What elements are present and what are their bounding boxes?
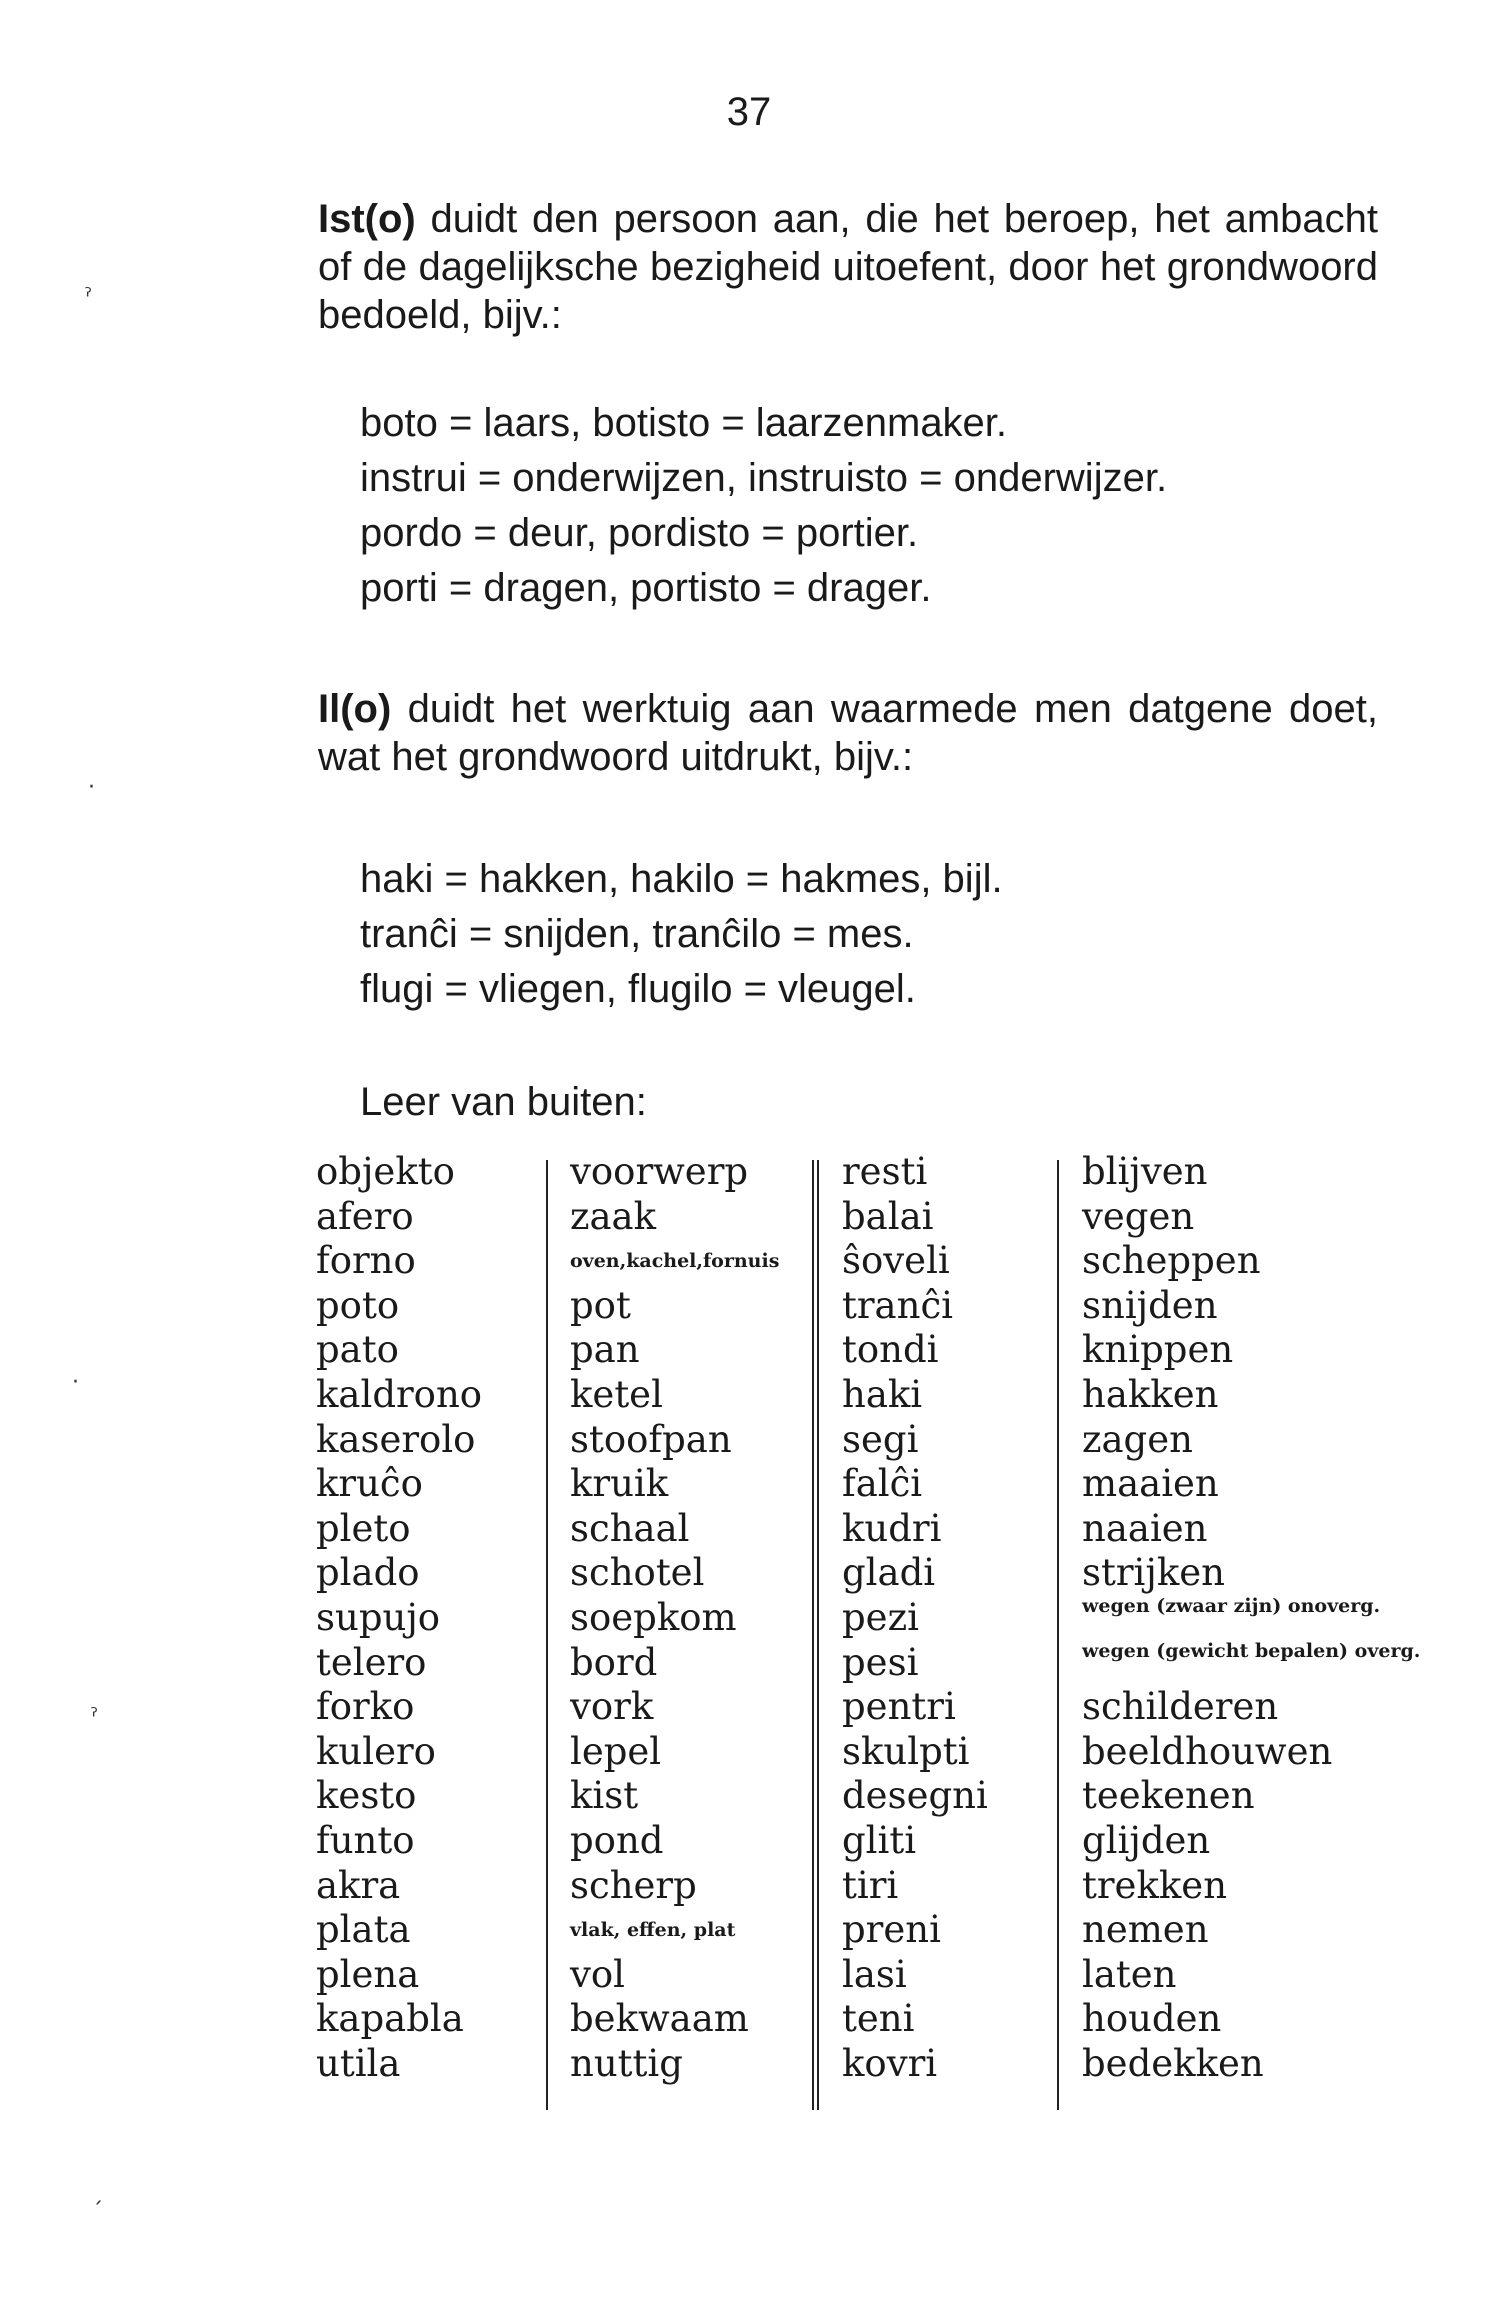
paragraph-ist-text: duidt den persoon aan, die het beroep, het ambacht of de dagelijksche bezigheid uitoefent, door het grondwoord bedoeld, bijv.:: [318, 197, 1378, 337]
vocab-word: kovri: [842, 2041, 938, 2085]
column-divider: [1057, 1160, 1059, 2110]
margin-mark: ˏ: [92, 2180, 103, 2205]
vocab-word: wegen (zwaar zijn) onoverg.: [1082, 1594, 1381, 1617]
vocab-word: segi: [842, 1417, 919, 1461]
vocab-word: forko: [316, 1685, 415, 1729]
vocab-word: plado: [316, 1551, 420, 1595]
suffix-ist: Ist(o): [318, 197, 416, 241]
vocab-word: pezi: [842, 1595, 919, 1639]
vocab-word: haki: [842, 1372, 923, 1416]
vocab-word: gladi: [842, 1551, 936, 1595]
margin-mark: ·: [72, 1370, 79, 1395]
vocab-word: akra: [316, 1863, 401, 1907]
example-line: tranĉi = snijden, tranĉilo = mes.: [360, 912, 914, 956]
vocab-column-dutch-2: [1082, 1150, 1420, 2086]
vocab-word: lepel: [570, 1729, 662, 1773]
vocab-column-dutch-1: [570, 1150, 779, 2086]
vocab-word: afero: [316, 1194, 414, 1238]
example-line: pordo = deur, pordisto = portier.: [360, 511, 919, 555]
vocab-word: pentri: [842, 1685, 956, 1729]
vocab-word: maaien: [1082, 1462, 1219, 1506]
vocab-word: pesi: [842, 1640, 919, 1684]
example-line: porti = dragen, portisto = drager.: [360, 566, 932, 610]
vocab-word: falĉi: [842, 1462, 923, 1506]
vocab-column-esperanto-2: [842, 1150, 988, 2086]
vocab-word: supujo: [316, 1595, 441, 1639]
vocab-word: tiri: [842, 1863, 899, 1907]
vocab-word: ketel: [570, 1372, 663, 1416]
vocab-word: preni: [842, 1908, 941, 1952]
vocab-word: plena: [316, 1952, 420, 1996]
vocab-word: balai: [842, 1194, 934, 1238]
vocab-word: pan: [570, 1328, 640, 1372]
paragraph-il-text: duidt het werktuig aan waarmede men datgene doet, wat het grondwoord uitdrukt, bijv.:: [318, 687, 1378, 779]
vocab-word: pleto: [316, 1506, 411, 1550]
vocab-word: nuttig: [570, 2041, 683, 2085]
vocab-word: glijden: [1082, 1818, 1211, 1862]
page-number: 37: [726, 90, 772, 134]
vocab-word: nemen: [1082, 1908, 1209, 1952]
vocab-column-esperanto-1: [316, 1150, 482, 2086]
column-divider: [546, 1160, 548, 2110]
vocab-word: pot: [570, 1283, 631, 1327]
vocab-word: teni: [842, 1997, 915, 2041]
vocab-word: utila: [316, 2041, 401, 2085]
vocab-word: telero: [316, 1640, 427, 1684]
vocab-word: stoofpan: [570, 1417, 732, 1461]
vocab-word: tranĉi: [842, 1283, 953, 1327]
vocab-word: kesto: [316, 1774, 417, 1818]
vocab-word: vlak, effen, plat: [570, 1919, 736, 1942]
vocab-word: plata: [316, 1908, 411, 1952]
vocab-word: soepkom: [570, 1595, 737, 1639]
vocab-word: beeldhouwen: [1082, 1729, 1333, 1773]
vocab-word: kulero: [316, 1729, 436, 1773]
vocab-word: kruĉo: [316, 1462, 423, 1506]
vocab-word: kudri: [842, 1506, 942, 1550]
vocab-word: knippen: [1082, 1328, 1234, 1372]
example-line: haki = hakken, hakilo = hakmes, bijl.: [360, 857, 1003, 901]
vocab-word: blijven: [1082, 1150, 1208, 1193]
vocab-word: pato: [316, 1328, 399, 1372]
vocab-word: zagen: [1082, 1417, 1193, 1461]
examples-il: [360, 852, 1400, 1017]
vocab-word: houden: [1082, 1997, 1222, 2041]
suffix-il: Il(o): [318, 687, 392, 731]
vocab-word: resti: [842, 1150, 928, 1193]
vocab-word: skulpti: [842, 1729, 970, 1773]
vocab-word: scheppen: [1082, 1239, 1261, 1283]
vocab-word: vegen: [1082, 1194, 1195, 1238]
vocab-word: kaserolo: [316, 1417, 476, 1461]
examples-ist: [360, 396, 1400, 616]
margin-mark: ˀ: [84, 285, 93, 310]
vocab-word: naaien: [1082, 1506, 1208, 1550]
vocab-heading: Leer van buiten:: [360, 1080, 647, 1124]
example-line: flugi = vliegen, flugilo = vleugel.: [360, 967, 916, 1011]
vocab-word: forno: [316, 1239, 416, 1283]
vocab-word: vol: [570, 1952, 626, 1996]
vocab-word: schotel: [570, 1551, 705, 1595]
margin-mark: ·: [88, 775, 95, 800]
vocab-word: tondi: [842, 1328, 939, 1372]
vocab-word: ŝoveli: [842, 1239, 950, 1283]
paragraph-ist: [318, 195, 1378, 339]
vocab-word: strijken: [1082, 1551, 1225, 1595]
vocab-word: bekwaam: [570, 1997, 749, 2041]
vocab-word: scherp: [570, 1863, 697, 1907]
vocab-word: teekenen: [1082, 1774, 1255, 1818]
example-line: instrui = onderwijzen, instruisto = onderwijzer.: [360, 456, 1168, 500]
column-divider: [817, 1160, 819, 2110]
example-line: boto = laars, botisto = laarzenmaker.: [360, 401, 1008, 445]
vocab-word: schilderen: [1082, 1685, 1279, 1729]
vocab-word: lasi: [842, 1952, 907, 1996]
vocab-word: kruik: [570, 1462, 669, 1506]
vocab-word: objekto: [316, 1150, 455, 1193]
vocab-word: kaldrono: [316, 1372, 483, 1416]
vocab-word: kapabla: [316, 1997, 464, 2041]
vocab-word: snijden: [1082, 1283, 1218, 1327]
vocab-word: zaak: [570, 1194, 657, 1238]
vocab-word: funto: [316, 1818, 415, 1862]
vocab-word: oven,kachel,fornuis: [570, 1250, 780, 1273]
vocab-word: wegen (gewicht bepalen) overg.: [1082, 1639, 1421, 1662]
vocab-word: trekken: [1082, 1863, 1228, 1907]
vocab-word: hakken: [1082, 1372, 1219, 1416]
vocab-word: bedekken: [1082, 2041, 1264, 2085]
vocab-word: pond: [570, 1818, 664, 1862]
vocab-word: kist: [570, 1774, 639, 1818]
column-divider: [812, 1160, 814, 2110]
vocab-word: vork: [570, 1685, 654, 1729]
paragraph-il: [318, 685, 1378, 781]
vocab-word: gliti: [842, 1818, 917, 1862]
vocab-word: laten: [1082, 1952, 1177, 1996]
vocab-word: bord: [570, 1640, 658, 1684]
vocab-word: desegni: [842, 1774, 988, 1818]
vocab-word: poto: [316, 1283, 400, 1327]
vocab-word: voorwerp: [570, 1150, 749, 1193]
vocab-word: schaal: [570, 1506, 690, 1550]
margin-mark: ˀ: [90, 1705, 99, 1730]
